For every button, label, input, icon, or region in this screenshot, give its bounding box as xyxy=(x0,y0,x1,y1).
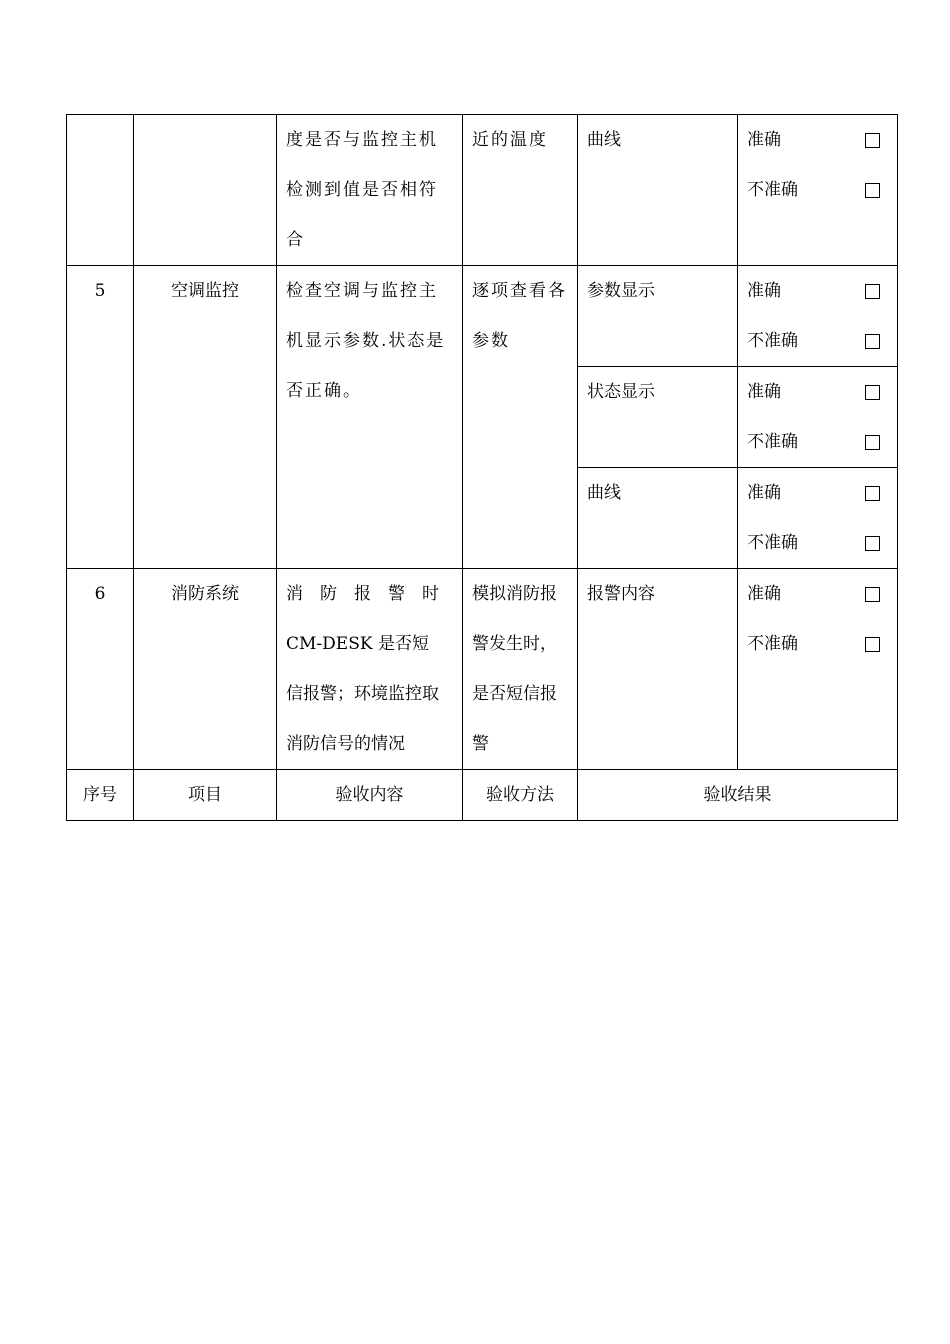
table-row xyxy=(67,569,898,770)
content-line: 检测到值是否相符 xyxy=(286,180,438,200)
item-label: 曲线 xyxy=(587,130,621,150)
table-row xyxy=(67,266,898,367)
result-option xyxy=(738,266,897,316)
result-label: 准确 xyxy=(747,382,781,402)
result-label: 不准确 xyxy=(747,634,798,654)
number-cell xyxy=(67,115,134,266)
result-label: 不准确 xyxy=(747,180,798,200)
checkbox[interactable] xyxy=(865,284,880,299)
checkbox[interactable] xyxy=(865,486,880,501)
number-cell: 6 xyxy=(67,569,134,770)
result-label: 不准确 xyxy=(747,432,798,452)
result-cell xyxy=(738,569,898,770)
method-line: 逐项查看各 xyxy=(472,281,567,301)
method-line: 近的温度 xyxy=(472,130,548,150)
result-cell xyxy=(738,266,898,367)
number-cell: 5 xyxy=(67,266,134,569)
method-line: 警发生时， xyxy=(472,634,557,654)
checkbox[interactable] xyxy=(865,334,880,349)
method-line: 警 xyxy=(472,734,489,754)
checkbox[interactable] xyxy=(865,637,880,652)
method-cell xyxy=(463,115,578,266)
project-cell: 消防系统 xyxy=(134,569,277,770)
content-line: 度是否与监控主机 xyxy=(286,130,438,150)
content-line: 机显示参数.状态是 xyxy=(286,331,446,351)
result-option xyxy=(738,518,897,568)
item-cell xyxy=(578,468,738,569)
content-cell xyxy=(277,115,463,266)
item-label: 报警内容 xyxy=(587,584,655,604)
result-label: 不准确 xyxy=(747,331,798,351)
checkbox[interactable] xyxy=(865,435,880,450)
result-label: 准确 xyxy=(747,483,781,503)
checkbox[interactable] xyxy=(865,385,880,400)
table-row xyxy=(67,115,898,266)
result-label: 准确 xyxy=(747,584,781,604)
method-line: 模拟消防报 xyxy=(472,584,557,604)
checkbox[interactable] xyxy=(865,587,880,602)
result-cell xyxy=(738,115,898,266)
item-cell xyxy=(578,569,738,770)
item-cell xyxy=(578,367,738,468)
method-line: 参数 xyxy=(472,331,510,351)
method-line: 是否短信报 xyxy=(472,684,557,704)
result-option xyxy=(738,468,897,518)
content-line: 消防信号的情况 xyxy=(286,734,405,754)
result-option xyxy=(738,569,897,619)
result-option xyxy=(738,619,897,669)
result-option xyxy=(738,165,897,215)
content-line: 信报警；环境监控取 xyxy=(286,684,439,704)
header-method: 验收方法 xyxy=(463,770,578,821)
result-option xyxy=(738,316,897,366)
content-cell xyxy=(277,569,463,770)
content-line: 消 防 报 警 时 xyxy=(286,584,439,604)
method-cell xyxy=(463,266,578,569)
result-cell xyxy=(738,468,898,569)
item-label: 曲线 xyxy=(587,483,621,503)
item-label: 参数显示 xyxy=(587,281,655,301)
result-label: 准确 xyxy=(747,281,781,301)
header-project: 项目 xyxy=(134,770,277,821)
item-cell xyxy=(578,266,738,367)
result-cell xyxy=(738,367,898,468)
checkbox[interactable] xyxy=(865,183,880,198)
method-cell xyxy=(463,569,578,770)
result-option xyxy=(738,417,897,467)
result-option xyxy=(738,367,897,417)
content-line: 否正确。 xyxy=(286,381,362,401)
project-cell: 空调监控 xyxy=(134,266,277,569)
checkbox[interactable] xyxy=(865,536,880,551)
result-label: 准确 xyxy=(747,130,781,150)
item-cell xyxy=(578,115,738,266)
content-line: 合 xyxy=(286,230,305,250)
checkbox[interactable] xyxy=(865,133,880,148)
result-label: 不准确 xyxy=(747,533,798,553)
content-line: 检查空调与监控主 xyxy=(286,281,438,301)
header-result: 验收结果 xyxy=(578,770,898,821)
header-content: 验收内容 xyxy=(277,770,463,821)
content-cell xyxy=(277,266,463,569)
header-row xyxy=(67,770,898,821)
content-line: CM-DESK 是否短 xyxy=(286,634,429,654)
result-option xyxy=(738,115,897,165)
item-label: 状态显示 xyxy=(587,382,655,402)
header-number: 序号 xyxy=(67,770,134,821)
project-cell xyxy=(134,115,277,266)
acceptance-table xyxy=(66,114,898,821)
